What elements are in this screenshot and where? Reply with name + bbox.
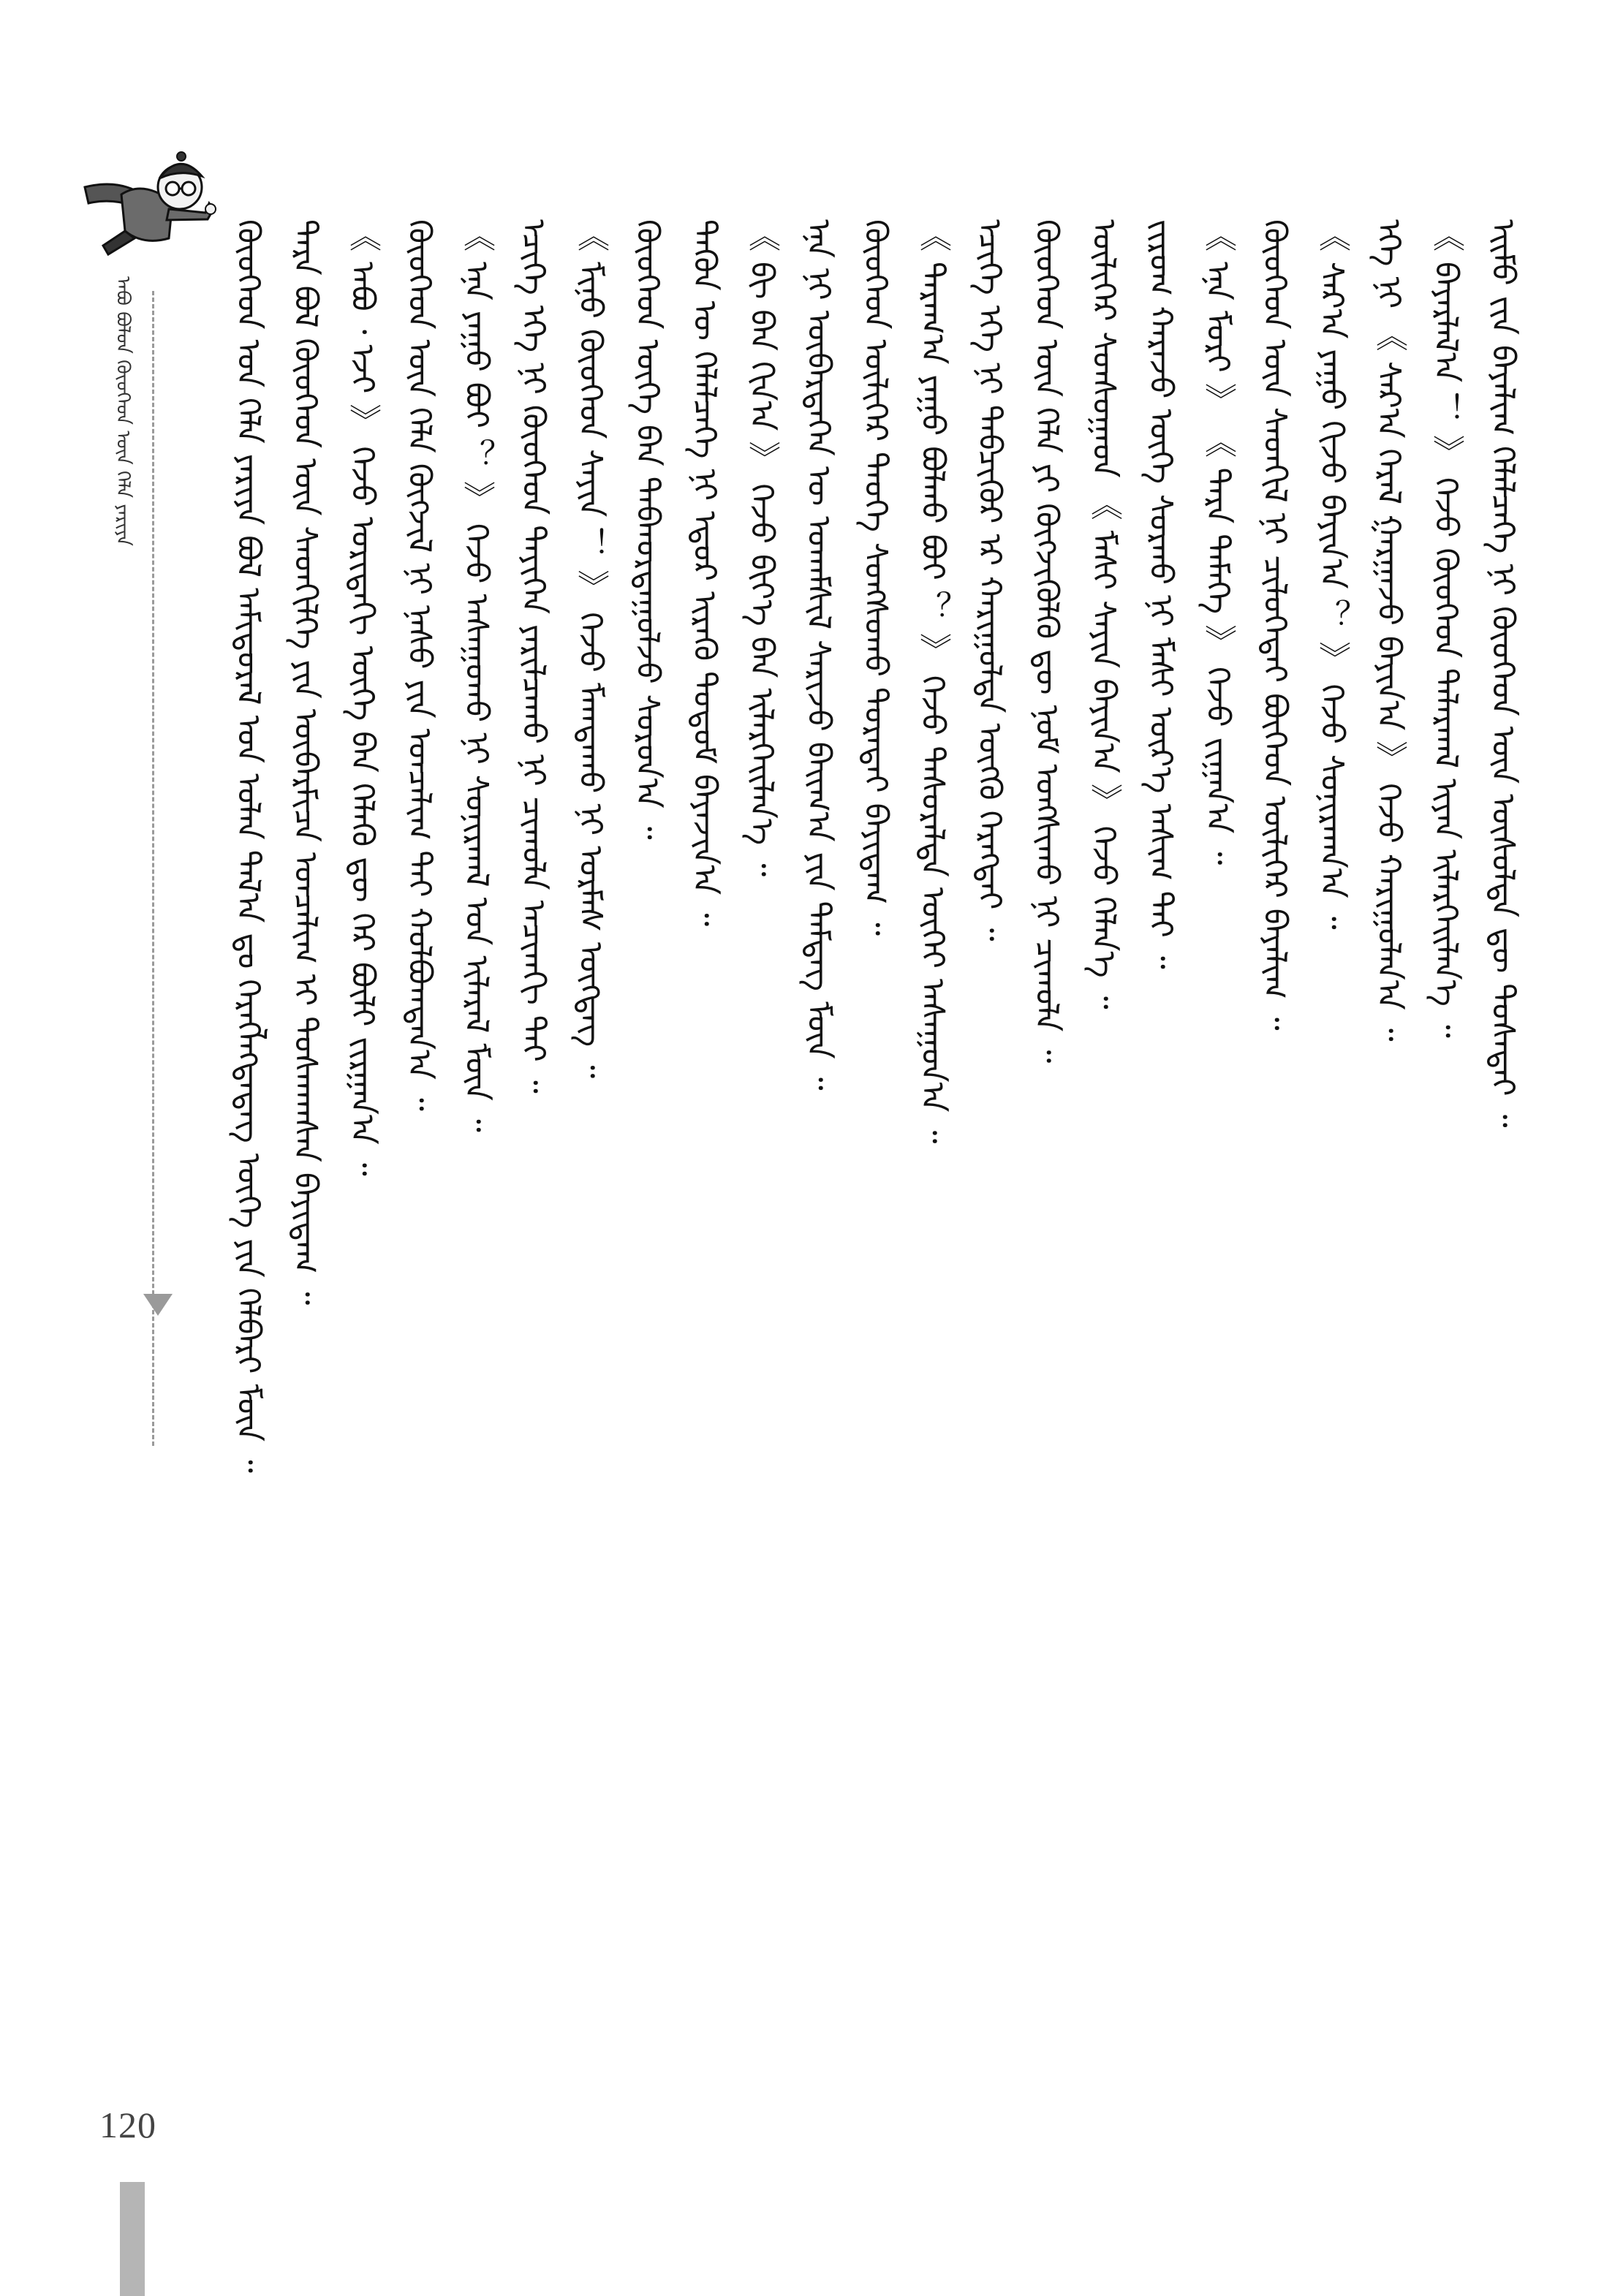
body-text [219,219,1521,2039]
running-header: ᠠᠪᠤ ᠪᠤᠯᠣᠨ ᠬᠦᠦᠬᠡᠳ ᠦᠨ ᠬᠡᠯᠡ ᠶᠠᠷᠢᠶᠠ [112,276,134,546]
text-line: 《 ᠠᠪᠤ ᠂ ᠡᠵᠢ 》 ᠭᠡᠵᠦ ᠤᠷᠢᠳᠠᠬᠢ ᠦᠭᠡ ᠪᠡᠨ ᠬᠡᠯᠡᠬᠦ ᠳᠦ ᠭᠡᠷ ᠪᠦᠯᠢ ᠵᠢᠷᠭᠠᠨ᠎ᠠ ᠃ [344,219,381,1176]
header-divider [152,291,154,1446]
text-line: 《 ᠡᠨᠡ ᠶᠠᠭᠤ ᠪᠤᠢ ？ 》 ᠭᠡᠵᠦ ᠠᠰᠠᠭᠤᠬᠤ ᠨᠢ ᠰᠣᠨᠢᠷᠬᠠᠯ ᠤᠨ ᠢᠯᠡᠷᠡᠯ ᠮᠥᠨ ᠃ [458,219,495,1132]
text-line: ᠡᠴᠢᠭᠡ ᠡᠬᠡ ᠨᠢ ᠲᠡᠪᠴᠢᠭᠦᠷ ᠡᠷ ᠬᠠᠷᠢᠭᠤᠯᠲᠠ ᠥᠭᠬᠦ ᠬᠡᠷᠡᠭᠲᠡᠢ ᠃ [971,219,1008,941]
text-line: ᠬᠦᠦᠬᠡᠳ ᠤᠨ ᠬᠡᠯᠡ ᠶᠠᠷᠢᠶᠠ ᠪᠤᠯ ᠠᠮᠢᠳᠤᠷᠠᠯ ᠤᠨ ᠤᠯᠠᠨ ᠲᠠᠯ᠎ᠠ ᠳᠤ ᠬᠡᠷᠡᠭᠯᠡᠭᠳᠡᠳᠡᠭ ᠦᠭᠡ ᠶᠢᠨ ᠬᠡᠯᠪᠡᠷᠢ ᠮᠥᠨ ᠃ [230,219,267,1473]
text-line: ᠬᠦᠦᠬᠡᠳ ᠦᠭᠡ ᠪᠡᠨ ᠳᠠᠪᠬᠤᠷᠳᠠᠭᠤᠯᠵᠤ ᠰᠤᠷᠤᠨ᠎ᠠ ᠃ [629,219,666,840]
text-line: ᠡᠨᠡ ᠨᠢ ᠥᠪᠡᠷᠲᠡᠭᠡᠨ ᠦ ᠤᠬᠠᠮᠰᠢᠯ ᠰᠡᠷᠢᠵᠦ ᠪᠠᠢᠭ᠎ᠠ ᠶᠢᠨ ᠲᠡᠮᠳᠡᠭ ᠮᠥᠨ ᠃ [800,219,837,1091]
text-line: ᠲᠡᠭᠦᠨ ᠦ ᠬᠡᠯᠡᠯᠴᠡᠭᠡ ᠨᠢ ᠡᠳᠦᠷ ᠢᠷᠡᠬᠦ ᠲᠤᠲᠤᠮ ᠪᠠᠶᠠᠵᠢᠨ᠎ᠠ ᠃ [686,219,723,927]
text-line: 《 ᠪᠢ ᠪᠡᠨ ᠬᠢᠨ᠎ᠠ 》 ᠭᠡᠵᠦ ᠪᠢᠶ᠎ᠡ ᠪᠡᠨ ᠢᠯᠡᠷᠬᠡᠢᠯᠡᠨ᠎ᠡ ᠃ [743,219,780,877]
text-line: ᠲᠡᠷᠡ ᠪᠤᠯ ᠬᠦᠦᠬᠡᠳ ᠦᠨ ᠰᠡᠳᠬᠢᠯᠭᠡ ᠶᠢᠨ ᠥᠪᠡᠷᠮᠢᠴᠡ ᠣᠨᠴᠠᠯᠢᠭ ᠢ ᠲᠤᠰᠬᠠᠭᠰᠠᠨ ᠪᠠᠶᠢᠳᠠᠭ ᠃ [287,219,324,1306]
page-number: 120 [99,2104,156,2145]
text-line: ᠬᠦᠦᠬᠡᠳ ᠦᠯᠢᠭᠡᠷ ᠲᠡᠤᠬᠡ ᠰᠣᠩᠰᠤᠬᠤ ᠳᠤᠷᠠᠲᠠᠢ ᠪᠠᠶᠢᠳᠠᠭ ᠃ [857,219,894,936]
text-line: 《 ᠪᠠᠶᠠᠷᠯᠠᠯ᠎ᠠ ！ 》 ᠭᠡᠵᠦ ᠬᠦᠦᠬᠡᠳ ᠲᠠᠯᠠᠷᠬᠠᠯ ᠢᠶᠠᠨ ᠢᠯᠡᠷᠬᠡᠢᠯᠡᠨ᠎ᠡ ᠃ [1427,219,1464,1038]
text-line: 《 ᠡᠨᠡ ᠮᠣᠷᠢ 》 《 ᠲᠡᠷᠡ ᠲᠡᠮᠡᠭᠡ 》 ᠭᠡᠵᠦ ᠵᠢᠭᠠᠨ᠎ᠠ ᠃ [1199,219,1236,865]
boy-mascot-icon [70,136,224,260]
text-line: ᠵᠢᠷᠤᠭ ᠬᠠᠷᠠᠵᠤ ᠦᠭᠡ ᠰᠤᠷᠬᠤ ᠨᠢ ᠮᠠᠰᠢ ᠦᠷ᠎ᠡ ᠠᠰᠢᠭ ᠲᠠᠢ ᠃ [1142,219,1179,969]
text-line: ᠬᠦᠦᠬᠡᠳ ᠦᠨ ᠬᠡᠯᠡ ᠬᠥᠭᠵᠢᠯ ᠨᠢ ᠨᠠᠰᠤ ᠶᠢᠨ ᠣᠨᠴᠠᠯᠢᠭ ᠲᠠᠢ ᠬᠣᠯᠪᠣᠭᠳᠠᠨ᠎ᠠ ᠃ [401,219,438,1111]
text-line: 《 ᠳᠠᠷᠠᠭ᠎ᠠ ᠶᠠᠭᠤ ᠪᠣᠯᠬᠤ ᠪᠤᠢ ？ 》 ᠭᠡᠵᠦ ᠲᠠᠰᠤᠷᠠᠯᠲᠠ ᠦᠭᠡᠢ ᠠᠰᠠᠭᠤᠨ᠎ᠠ ᠃ [914,219,951,1144]
text-line: 《 ᠰᠠᠷ᠎ᠠ ᠶᠠᠭᠤ ᠬᠢᠵᠦ ᠪᠠᠶᠢᠨ᠎ᠠ ？ 》 ᠭᠡᠵᠦ ᠰᠣᠨᠢᠷᠬᠠᠨ᠎ᠠ ᠃ [1313,219,1350,930]
text-line: ᠡᠴᠢᠭᠡ ᠡᠬᠡ ᠨᠢ ᠬᠦᠦᠬᠡᠳ ᠲᠡᠶᠢᠭᠡᠨ ᠶᠠᠷᠢᠯᠴᠠᠬᠤ ᠨᠢ ᠴᠢᠬᠤᠯᠠ ᠠᠴᠢᠬᠬᠢ ᠲᠠᠢ ᠃ [515,219,552,1094]
text-line: ᠦᠯᠢᠭᠡᠷ ᠰᠣᠨᠰᠤᠭᠠᠳ 《 ᠮᠠᠰᠢ ᠰᠠᠶᠢᠨ ᠪᠠᠶᠢᠨ᠎ᠠ 》 ᠭᠡᠵᠦ ᠬᠡᠯᠡᠨ᠎ᠡ ᠃ [1085,219,1122,1009]
triangle-marker-icon [143,1294,173,1316]
side-tab [120,2182,145,2296]
text-line: ᠡᠢᠮᠦ ᠵᠢᠨ ᠪᠠᠶᠠᠯᠢᠭ ᠬᠡᠯᠡᠯᠴᠡᠭᠡ ᠨᠢ ᠬᠦᠦᠬᠡᠳ ᠦᠨ ᠥᠰᠦᠯᠲᠡ ᠳᠦ ᠲᠤᠰᠠᠲᠠᠢ ᠃ [1484,219,1521,1128]
text-line: ᠬᠦᠦᠬᠡᠳ ᠦᠨ ᠬᠡᠯᠡ ᠶᠢ ᠬᠥᠭᠵᠢᠭᠦᠯᠬᠦ ᠳᠦ ᠨᠣᠮ ᠤᠩᠰᠢᠬᠤ ᠨᠢ ᠴᠢᠬᠤᠯᠠ ᠃ [1028,219,1065,1064]
text-line: 《 ᠮᠢᠨᠤ ᠬᠦᠦᠬᠡᠳ ᠰᠠᠶᠢᠨ ！ 》 ᠭᠡᠵᠦ ᠮᠠᠭᠲᠠᠬᠤ ᠨᠢ ᠤᠷᠮᠠᠰ ᠥᠭᠳᠡᠭ ᠃ [572,219,609,1079]
text-line: ᠡᠬᠡ ᠨᠢ 《 ᠰᠠᠷ᠎ᠠ ᠭᠡᠷᠡᠯ ᠭᠠᠷᠭᠠᠵᠤ ᠪᠠᠶᠢᠨ᠎ᠠ 》 ᠭᠡᠵᠦ ᠬᠠᠷᠢᠭᠤᠯᠠᠨ᠎ᠠ ᠃ [1370,219,1407,1042]
text-line: ᠬᠦᠦᠬᠡᠳ ᠦᠨ ᠰᠡᠳᠬᠢᠯ ᠨᠢ ᠴᠢᠯᠦᠭᠡᠲᠡᠢ ᠪᠥᠭᠡᠳ ᠦᠯᠢᠭᠡᠷ ᠪᠠᠶᠠᠯᠢᠭ ᠃ [1256,219,1293,1031]
